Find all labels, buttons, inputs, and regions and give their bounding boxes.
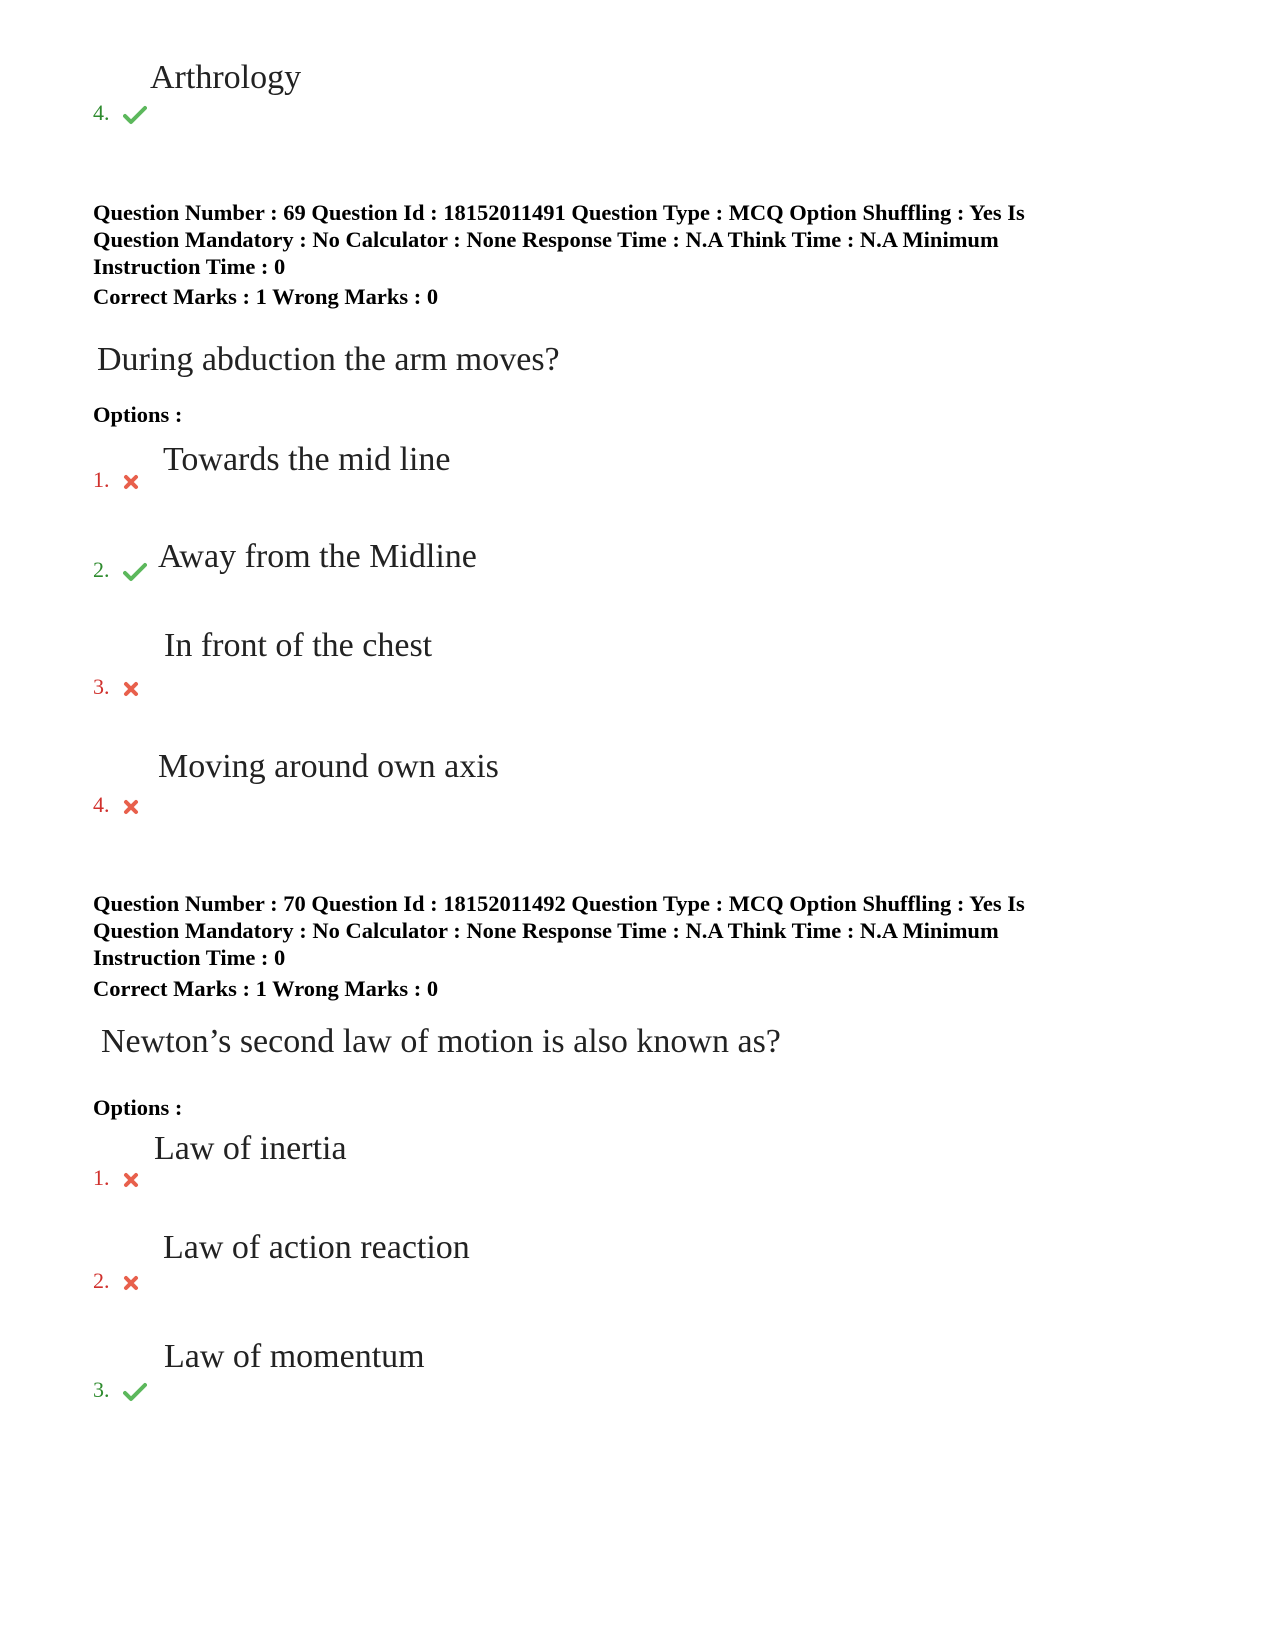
option-text: Law of inertia — [154, 1130, 347, 1167]
cross-icon — [123, 681, 139, 697]
option-number-label: 1. — [93, 467, 110, 492]
option-number — [93, 1268, 139, 1294]
option-number — [93, 674, 139, 700]
option-number-label: 2. — [93, 557, 110, 582]
question-text: Newton’s second law of motion is also known as? — [101, 1023, 781, 1060]
option-number — [93, 467, 139, 493]
option-text: Moving around own axis — [158, 748, 499, 785]
option-number-label: 4. — [93, 792, 110, 817]
option-text: Law of momentum — [164, 1338, 425, 1375]
question-meta: Question Number : 70 Question Id : 18152011492 Question Type : MCQ Option Shuffling : Yes Is Question Mandatory : No Calculator : None Response Time : N.A Think Time : N.A Minimum Instruction Time : 0 — [93, 891, 1025, 970]
cross-icon — [123, 1275, 139, 1291]
check-icon — [123, 105, 147, 125]
option-number-label: 4. — [93, 100, 110, 125]
option-number-label: 3. — [93, 674, 110, 699]
options-label: Options : — [93, 1095, 183, 1120]
cross-icon — [123, 799, 139, 815]
option-text: Towards the mid line — [163, 441, 451, 478]
option-number — [93, 1165, 139, 1191]
option-number — [93, 557, 147, 583]
option-number — [93, 792, 139, 818]
question-marks: Correct Marks : 1 Wrong Marks : 0 — [93, 284, 439, 309]
question-meta: Question Number : 69 Question Id : 18152011491 Question Type : MCQ Option Shuffling : Yes Is Question Mandatory : No Calculator : None Response Time : N.A Think Time : N.A Minimum Instruction Time : 0 — [93, 200, 1025, 279]
check-icon — [123, 1382, 147, 1402]
question-text: During abduction the arm moves? — [97, 341, 560, 378]
option-number — [93, 1377, 147, 1403]
cross-icon — [123, 1172, 139, 1188]
question-marks: Correct Marks : 1 Wrong Marks : 0 — [93, 976, 439, 1001]
options-label: Options : — [93, 402, 183, 427]
check-icon — [123, 562, 147, 582]
option-number — [93, 100, 147, 126]
option-text: In front of the chest — [164, 627, 433, 664]
option-number-label: 2. — [93, 1268, 110, 1293]
option-number-label: 3. — [93, 1377, 110, 1402]
option-number-label: 1. — [93, 1165, 110, 1190]
option-text: Away from the Midline — [158, 538, 477, 575]
option-text: Arthrology — [150, 59, 302, 96]
cross-icon — [123, 474, 139, 490]
option-text: Law of action reaction — [163, 1229, 470, 1266]
